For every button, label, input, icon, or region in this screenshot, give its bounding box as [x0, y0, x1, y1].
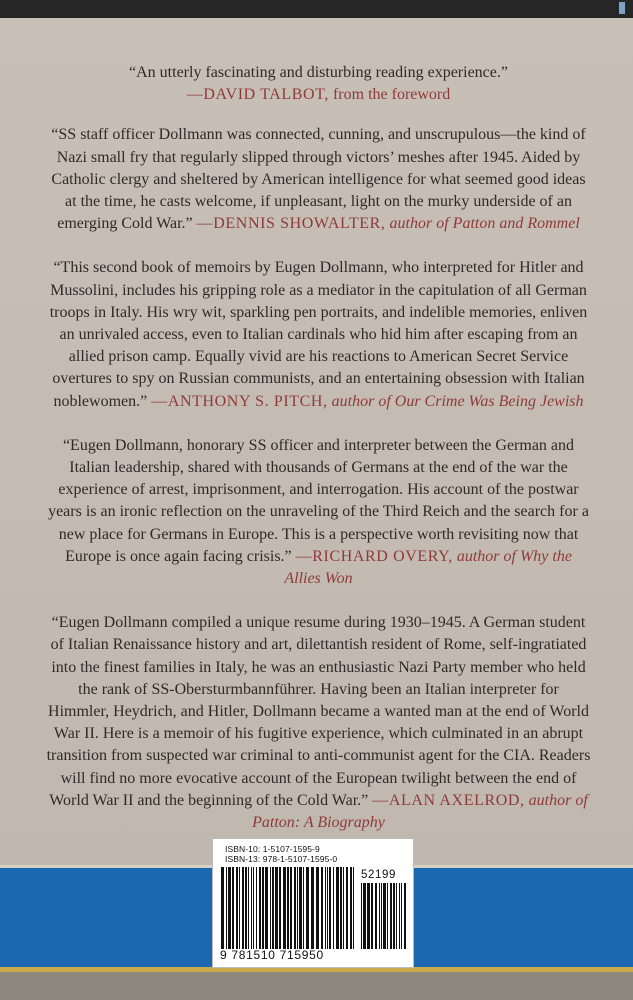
barcode-bar [343, 867, 344, 949]
blurb-attribution [187, 86, 451, 103]
barcode-panel [212, 838, 414, 968]
barcode-bar [325, 867, 326, 949]
barcode-bar [336, 867, 339, 949]
barcode-bar [232, 867, 234, 949]
attribution-title: author of Our Crime Was Being Jewish [331, 392, 584, 410]
top-edge [0, 0, 633, 18]
barcode-bar [363, 883, 366, 949]
attribution-title: author of Patton: A Biography [252, 791, 588, 832]
barcode-bar [404, 883, 406, 949]
isbn-13: ISBN-13: 978-1-5107-1595-0 [225, 854, 338, 864]
blurb [46, 62, 591, 106]
attribution-name: —RICHARD OVERY, [295, 547, 453, 565]
barcode-bar [367, 883, 370, 949]
barcode-bar [327, 867, 328, 949]
barcode-bar [390, 883, 392, 949]
barcode-bar [299, 867, 302, 949]
attribution-title: author of Why the Allies Won [284, 547, 572, 588]
price-code: 52199 [361, 869, 396, 881]
blurb-text: “This second book of memoirs by Eugen Dollmann, who interpreted for Hitler and Mussolini, includes his gripping role as a mediator in the capitulation of all German troops in Italy. His wry wit, sparkling pen portraits, and indelible memories, enliven an unrivaled access, even to Italian cardinals who hid him after escaping from an allied prison camp. Equally vivid are his reactions to American Secret Service overtures to spy on Russian communists, and an entertaining obsession with Italian noblewomen.” [49, 259, 588, 410]
barcode-bar [248, 867, 249, 949]
blurb-attribution [284, 548, 572, 587]
attribution-name: —DAVID TALBOT, [186, 86, 329, 104]
barcode-bar [396, 883, 397, 949]
barcode-bar [361, 883, 362, 949]
attribution-title: author of Patton and Rommel [389, 215, 580, 233]
bottom-strip [0, 972, 633, 1000]
blurb [46, 257, 591, 412]
barcode-bar [262, 867, 264, 949]
barcode-bar [236, 867, 238, 949]
attribution-title: from the foreword [332, 86, 451, 104]
barcode-bar [251, 867, 252, 949]
blurb-text: “Eugen Dollmann, honorary SS officer and interpreter between the German and Italian leadership, shared with thousands of Germans at the end of the war the experience of arrest, imprisonment, and interrogation. His account of the postwar years is an ironic reflection on the unraveling of the Third Reich and the search for a new place for Germans in Europe. This is a perspective worth revisiting now that Europe is once again facing crisis.” [48, 436, 589, 565]
attribution-name: —ALAN AXELROD, [372, 791, 525, 809]
barcode-bar [321, 867, 323, 949]
barcode-bar [275, 867, 278, 949]
barcode-bar [279, 867, 281, 949]
barcode-bar [283, 867, 286, 949]
barcode-bar [353, 867, 354, 949]
blurb [46, 435, 591, 590]
barcode-bar [381, 883, 382, 949]
barcode-bar [242, 867, 244, 949]
blurb-attribution [197, 215, 580, 232]
barcode-bar [311, 867, 314, 949]
barcode-bar [399, 883, 400, 949]
barcode-bar [383, 883, 386, 949]
barcode-bar [226, 867, 227, 949]
barcode-bar [272, 867, 274, 949]
barcode-bar [306, 867, 309, 949]
attribution-name: —DENNIS SHOWALTER, [196, 215, 386, 233]
barcode-bar [245, 867, 247, 949]
blurb-text: “An utterly fascinating and disturbing reading experience.” [129, 64, 508, 81]
blurb-text: “SS staff officer Dollmann was connected, cunning, and unscrupulous—the kind of Nazi small fry that regularly slipped through victors’ meshes after 1945. Aided by Catholic clergy and sheltered by American intelligence for what seemed good ideas at the time, he casts welcome, if unpleasant, light on the murky underside of an emerging Cold War.” [51, 126, 586, 233]
barcode-bar [371, 883, 373, 949]
barcode-bar [379, 883, 380, 949]
blurbs [46, 62, 591, 856]
blurb-attribution [151, 393, 583, 410]
barcode-bar [290, 867, 292, 949]
barcode-bar [333, 867, 334, 949]
barcode-bar [297, 867, 298, 949]
barcode-bar [221, 867, 224, 949]
barcode-bar [239, 867, 240, 949]
barcode-bar [346, 867, 348, 949]
barcode-bar [303, 867, 304, 949]
barcode-bar [294, 867, 296, 949]
barcode-bar [259, 867, 261, 949]
barcode-bar [329, 867, 331, 949]
blurb [46, 124, 591, 235]
barcode-bar [387, 883, 388, 949]
barcode-bar [253, 867, 254, 949]
barcode-bar [287, 867, 289, 949]
price-barcode [361, 883, 407, 949]
barcode-bar [393, 883, 395, 949]
ean-barcode [221, 867, 355, 949]
barcode-digits: 9 781510 715950 [220, 948, 324, 962]
attribution-name: —ANTHONY S. PITCH, [151, 392, 328, 410]
barcode-bar [265, 867, 268, 949]
barcode-bar [228, 867, 231, 949]
barcode-bar [270, 867, 271, 949]
corner-mark [619, 2, 625, 14]
barcode-bar [256, 867, 257, 949]
barcode-bar [375, 883, 377, 949]
isbn-10: ISBN-10: 1-5107-1595-9 [225, 844, 320, 854]
blurb [46, 612, 591, 834]
barcode-bar [340, 867, 342, 949]
barcode-bar [401, 883, 402, 949]
blurb-text: “Eugen Dollmann compiled a unique resume during 1930–1945. A German student of Italian Renaissance history and art, dilettantish resident of Rome, self-ingratiated into the finest families in Italy, he was an enthusiastic Nazi Party member who held the rank of SS-Obersturmbannführer. Having been an Italian interpreter for Himmler, Heydrich, and Hitler, Dollmann became a wanted man at the end of World War II. Here is a memoir of his fugitive experience, which culminated in an abrupt transition from suspected war criminal to anti-communist agent for the CIA. Readers will find no more evocative account of the European twilight between the end of World War II and the beginning of the Cold War.” [46, 614, 591, 809]
barcode-bar [316, 867, 319, 949]
barcode-bar [350, 867, 352, 949]
